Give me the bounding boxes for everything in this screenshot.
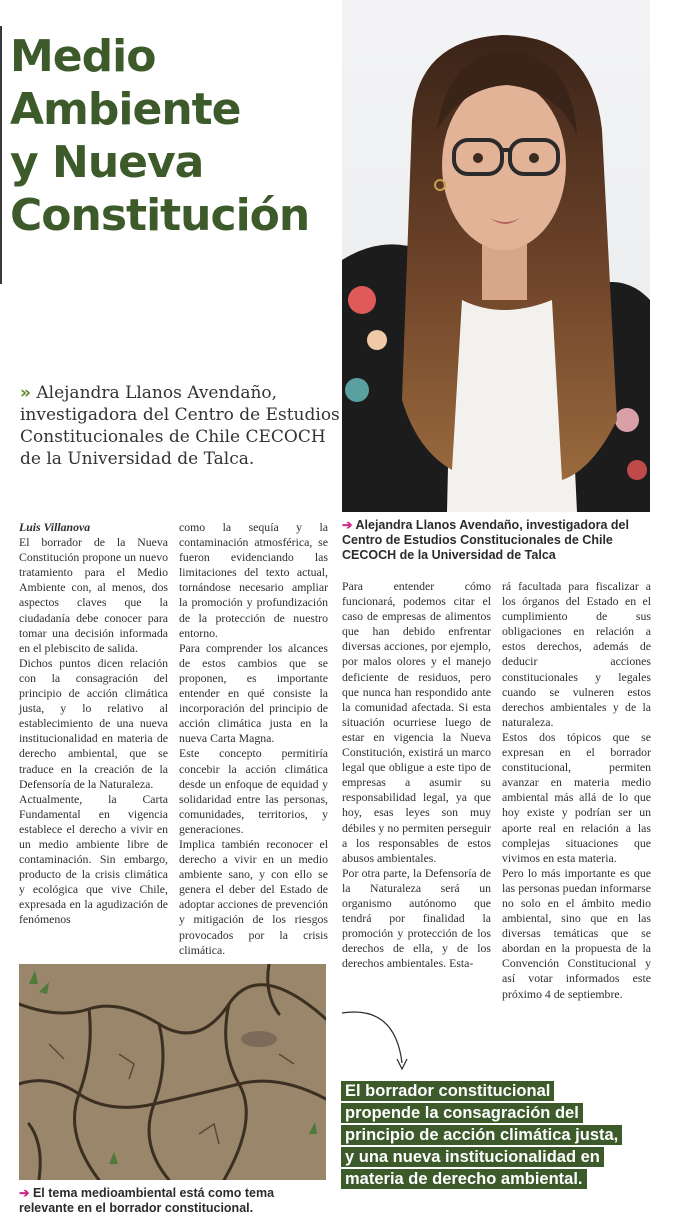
earth-photo-caption: [19, 1186, 319, 1216]
cracked-earth-illustration: [19, 964, 326, 1180]
paragraph: Estos dos tópicos que se expresan en el borrador constitucional, permiten avanzar en materia medio ambiental más allá de lo que hoy existe y podrían ser un aporte real en relación a las complejas situaciones que vivimos en esta materia.: [502, 729, 651, 865]
paragraph: rá facultada para fiscalizar a los órganos del Estado en el cumplimiento de sus obligaciones en relación a estos derechos, además de deducir acciones constitucionales y legales cuando se vulneren estos derechos ambientales y de la naturaleza.: [502, 579, 651, 729]
headline-line: Ambiente: [10, 84, 241, 135]
earth-caption-text: El tema medioambiental está como tema relevante en el borrador constitucional.: [19, 1186, 275, 1215]
quote-mark-icon: »: [20, 383, 31, 403]
paragraph: Por otra parte, la Defensoría de la Naturaleza será un organismo autónomo que tendrá por finalidad la promoción y protección de los derechos de ella, y de los derechos ambientales. Esta-: [342, 865, 491, 971]
paragraph: Pero lo más importante es que las personas puedan informarse no solo en el ámbito medio ambiental, sino que en las diversas temáticas que se abordan en la propuesta de la Convención Constitucional y así votar informados este próximo 4 de septiembre.: [502, 865, 651, 1001]
subtitle-text: Alejandra Llanos Avendaño, investigadora del Centro de Estudios Constitucionales de Chile CECOCH de la Universidad de Talca.: [20, 383, 340, 469]
paragraph: Implica también reconocer el derecho a vivir en un medio ambiente sano, y con ello se genera el deber del Estado de adoptar acciones de prevención y mitigación de los riesgos provocados por la crisis climática.: [179, 836, 328, 957]
paragraph: Dichos puntos dicen relación con la consagración del principio de acción climática justa, y lo relativo al establecimiento de una nueva institucionalidad en materia de derecho ambiental, que se traduce en la creación de la Defensoría de la Naturaleza.: [19, 655, 168, 791]
photo-caption: [342, 518, 642, 563]
arrow-icon: ➔: [19, 1186, 30, 1200]
body-column-3: [342, 579, 491, 971]
paragraph: El borrador de la Nueva Constitución propone un nuevo tratamiento para el Medio Ambiente con, al menos, dos aspectos claves que la ciudadanía debe conocer para tomar una decisión informada en el plebiscito de salida.: [19, 535, 168, 655]
body-column-1: [19, 520, 168, 928]
body-column-4: [502, 579, 651, 1002]
curved-arrow-icon: [340, 1005, 420, 1075]
headline-line: Medio: [10, 31, 156, 82]
body-column-2: [179, 520, 328, 958]
article-subtitle: [20, 382, 340, 470]
headline: [10, 30, 330, 242]
arrow-icon: ➔: [342, 518, 353, 532]
pull-quote: [341, 1080, 626, 1190]
paragraph: Actualmente, la Carta Fundamental en vigencia establece el derecho a vivir en un medio ambiente libre de contaminación. Sin embargo, producto de la crisis climática y ecológica que vive Chile, expresada en la agudización de fenómenos: [19, 791, 168, 927]
headline-line: y Nueva: [10, 137, 204, 188]
paragraph: Este concepto permitiría concebir la acción climática desde un enfoque de equidad y solidaridad entre las personas, comunidades, territorios, y generaciones.: [179, 746, 328, 836]
cracked-earth-photo: [19, 964, 326, 1180]
paragraph: Para entender cómo funcionará, podemos citar el caso de empresas de alimentos que han debido enfrentar diversas acciones, por ejemplo, por malos olores y el manejo deficiente de residuos, pero que nunca han respondido ante la comunidad afectada. Si esta situación ocurriese luego de estar en vigencia la Nueva Constitución, existirá un marco legal que obligue a este tipo de empresas a asumir su responsabilidad legal, ya que hoy, esas leyes son muy débiles y no permiten perseguir a los responsables de estos abusos ambientales.: [342, 579, 491, 865]
pull-quote-text: El borrador constitucional propende la consagración del principio de acción climática justa, y una nueva institucionalidad en materia de derecho ambiental.: [341, 1081, 622, 1189]
portrait-illustration: [342, 0, 650, 512]
headline-line: Constitución: [10, 190, 310, 241]
photo-caption-text: Alejandra Llanos Avendaño, investigadora del Centro de Estudios Constitucionales de Chile CECOCH de la Universidad de Talca: [342, 518, 629, 562]
left-rule: [0, 26, 2, 284]
paragraph: Para comprender los alcances de estos cambios que se proponen, es importante entender en qué consiste la incorporación del principio de acción climática justa en la nueva Carta Magna.: [179, 640, 328, 746]
byline: Luis Villanova: [19, 520, 91, 534]
portrait-photo: [342, 0, 650, 512]
paragraph: como la sequía y la contaminación atmosférica, se fueron evidenciando las limitaciones del texto actual, tornándose necesario ampliar la promoción y profundización de la protección de nuestro entorno.: [179, 520, 328, 640]
